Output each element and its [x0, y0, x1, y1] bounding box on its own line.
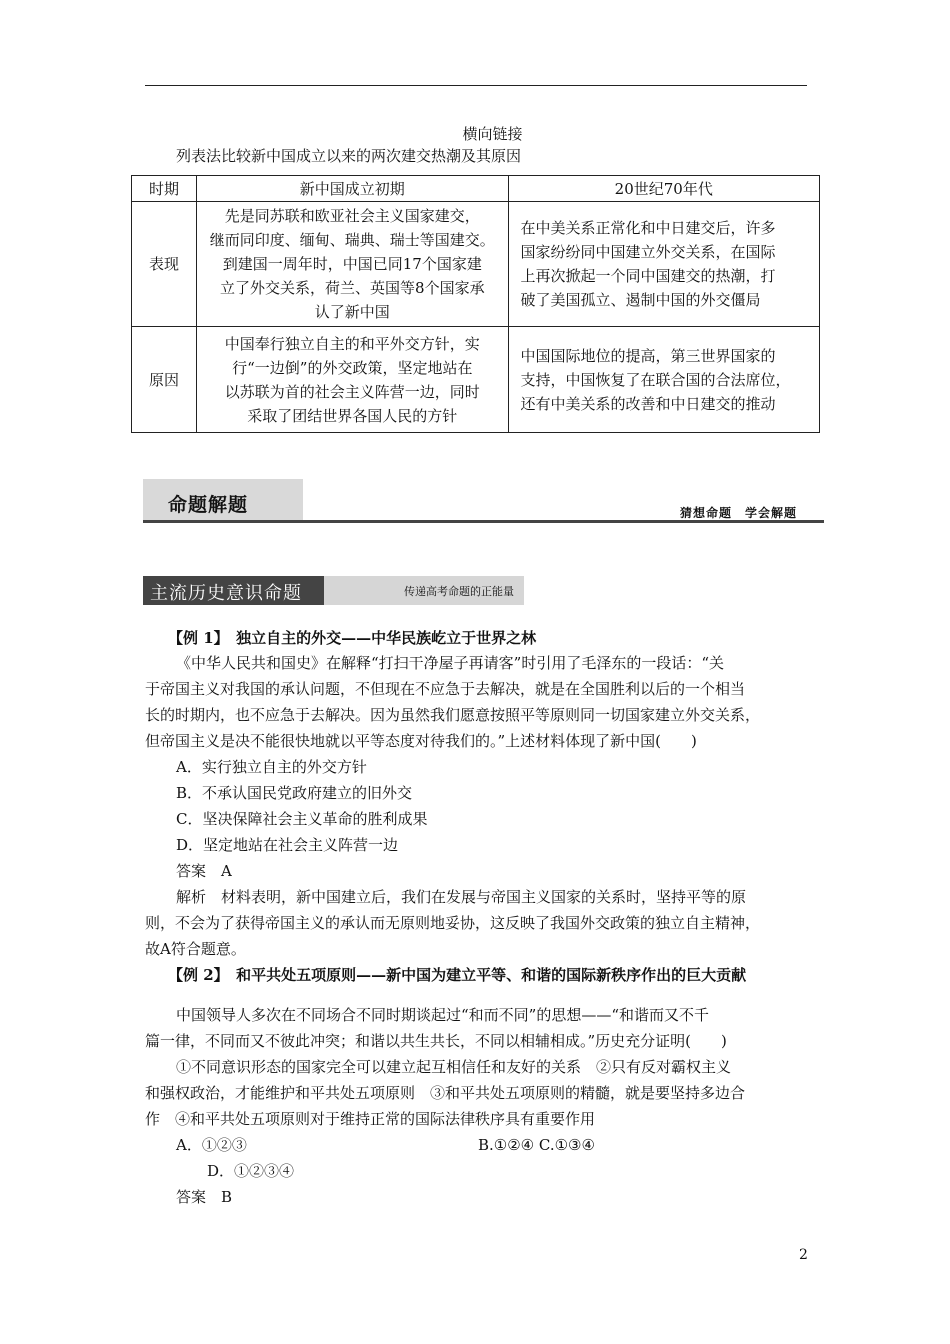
- cell-line: 到建国一周年时，中国已同17个国家建: [222, 255, 482, 273]
- banner-mainstream-title: 主流历史意识命题: [150, 583, 302, 604]
- example2-line: 篇一律，不同而又不彼此冲突；和谐以共生共长，不同以相辅相成。”历史充分证明( ): [145, 1032, 727, 1050]
- example2-option-bc: B.①②④ C.①③④: [478, 1136, 595, 1154]
- cell-line: 采取了团结世界各国人民的方针: [247, 406, 458, 425]
- banner-mingti-title: 命题解题: [168, 494, 249, 516]
- example2-statement: ①不同意识形态的国家完全可以建立起互相信任和友好的关系 ②只有反对霸权主义: [176, 1058, 732, 1076]
- example1-option-b: B．不承认国民党政府建立的旧外交: [176, 784, 413, 802]
- example1-answer: 答案 A: [176, 862, 232, 880]
- cell-line: 破了美国孤立、遏制中国的外交僵局: [520, 291, 761, 309]
- banner-mainstream-subtitle: 传递高考命题的正能量: [404, 585, 514, 598]
- cell-line: 立了外交关系，荷兰、英国等8个国家承: [220, 279, 485, 297]
- cell-line: 认了新中国: [314, 303, 390, 321]
- example2-answer: 答案 B: [176, 1188, 233, 1206]
- cell-line: 中国奉行独立自主的和平外交方针，实: [224, 334, 480, 353]
- example1-line: 长的时期内，也不应急于去解决。因为虽然我们愿意按照平等原则同一切国家建立外交关系，: [145, 706, 761, 724]
- page-number: 2: [799, 1247, 808, 1263]
- cell-70s-performance: [508, 202, 819, 327]
- example2-heading: 【例 2】 和平共处五项原则——新中国为建立平等、和谐的国际新秩序作出的巨大贡献: [168, 966, 747, 984]
- example1-analysis: 则，不会为了获得帝国主义的承认而无原则地妥协，这反映了我国外交政策的独立自主精神，: [145, 914, 761, 932]
- example1-line: 但帝国主义是决不能很快地就以平等态度对待我们的。”上述材料体现了新中国( ): [145, 732, 697, 750]
- cell-line: 先是同苏联和欧亚社会主义国家建交，: [224, 207, 480, 225]
- example1-option-c: C．坚决保障社会主义革命的胜利成果: [176, 810, 428, 828]
- cell-line: 行“一边倒”的外交政策，坚定地站在: [232, 358, 473, 377]
- example2-statement: 作 ④和平共处五项原则对于维持正常的国际法律秩序具有重要作用: [145, 1110, 596, 1128]
- cell-line: 以苏联为首的社会主义阵营一边，同时: [224, 382, 480, 401]
- example1-line: 于帝国主义对我国的承认问题，不但现在不应急于去解决，就是在全国胜利以后的一个相当: [145, 680, 746, 698]
- cell-line: 国家纷纷同中国建立外交关系，在国际: [520, 243, 776, 261]
- table-row: [132, 327, 820, 433]
- example1-heading: 【例 1】 独立自主的外交——中华民族屹立于世界之林: [168, 629, 537, 647]
- top-rule: [145, 85, 807, 86]
- example2-option-a: A．①②③: [176, 1136, 247, 1154]
- example1-option-d: D．坚定地站在社会主义阵营一边: [176, 836, 399, 854]
- table-caption: 列表法比较新中国成立以来的两次建交热潮及其原因: [176, 147, 522, 165]
- banner-mingti-subtitle: 猜想命题 学会解题: [680, 506, 798, 520]
- header-early: 新中国成立初期: [197, 176, 508, 202]
- comparison-table: [131, 175, 820, 433]
- example2-option-d: D．①②③④: [207, 1162, 295, 1180]
- cell-line: 支持，中国恢复了在联合国的合法席位，: [520, 370, 791, 389]
- cell-early-reason: [197, 327, 508, 433]
- banner-mingti-rule: [143, 520, 824, 523]
- header-period: 时期: [132, 176, 197, 202]
- section-title: 横向链接: [462, 125, 523, 143]
- cell-70s-reason: [508, 327, 819, 433]
- cell-line: 还有中美关系的改善和中日建交的推动: [520, 394, 776, 413]
- cell-line: 在中美关系正常化和中日建交后，许多: [520, 219, 776, 237]
- table-header-row: [132, 176, 820, 202]
- table-row: [132, 202, 820, 327]
- example2-line: 中国领导人多次在不同场合不同时期谈起过“和而不同”的思想——“和谐而又不千: [176, 1006, 710, 1024]
- row-label: 表现: [132, 202, 197, 327]
- row-label: 原因: [132, 327, 197, 433]
- example1-analysis: 解析 材料表明，新中国建立后，我们在发展与帝国主义国家的关系时，坚持平等的原: [176, 888, 747, 906]
- header-70s: 20世纪70年代: [508, 176, 819, 202]
- cell-line: 继而同印度、缅甸、瑞典、瑞士等国建交。: [209, 231, 495, 249]
- example2-statement: 和强权政治，才能维护和平共处五项原则 ③和平共处五项原则的精髓，就是要坚持多边合: [145, 1084, 746, 1102]
- cell-line: 上再次掀起一个同中国建交的热潮，打: [520, 267, 776, 285]
- example1-analysis: 故A符合题意。: [145, 940, 246, 958]
- example1-option-a: A．实行独立自主的外交方针: [176, 758, 367, 776]
- cell-line: 中国国际地位的提高，第三世界国家的: [520, 346, 776, 365]
- example1-line: 《中华人民共和国史》在解释“打扫干净屋子再请客”时引用了毛泽东的一段话：“关: [176, 654, 725, 672]
- cell-early-performance: [197, 202, 508, 327]
